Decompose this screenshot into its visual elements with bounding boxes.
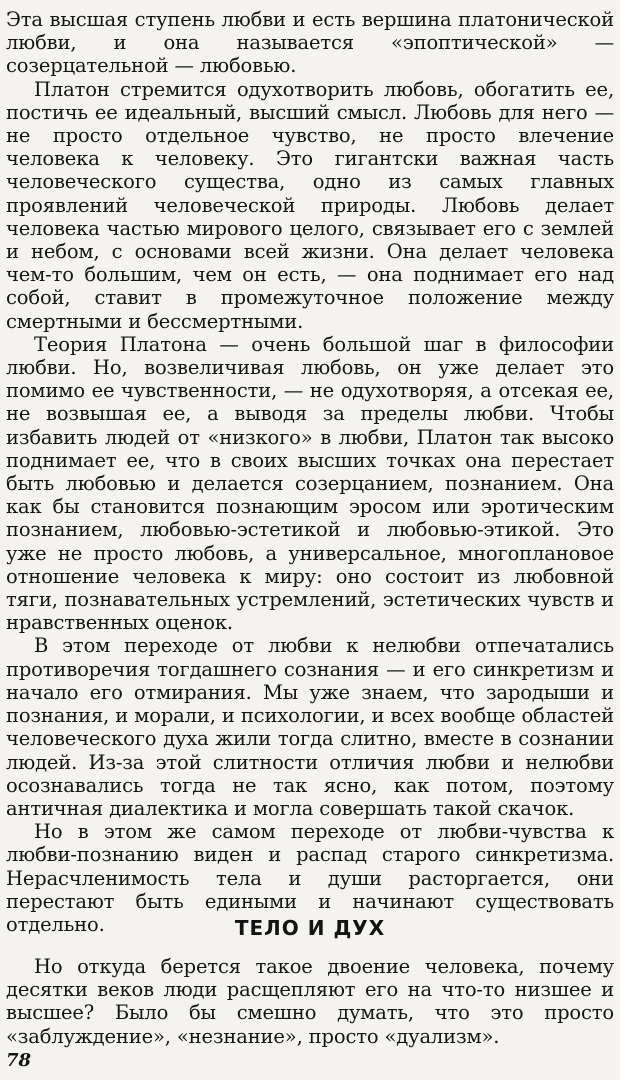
paragraph: Платон стремится одухотворить любовь, обогатить ее, постичь ее идеальный, высший смысл. Любовь для него — не просто отдельное чувство, не просто влечение человека к человеку. Это гигантски важная часть человеческого существа, одно из самых главных проявлений человеческой природы. Любовь делает человека частью мирового целого, связывает его с землей и небом, с основами всей жизни. Она делает человека чем-то большим, чем он есть, — она поднимает его над собой, ставит в промежуточное положение между смертными и бессмертными. [6,77,614,333]
paragraph: Эта высшая ступень любви и есть вершина платонической любви, и она называется «эпоптической» — созерцательной — любовью. [6,8,614,78]
section-text [6,955,614,1048]
paragraph: Но откуда берется такое двоение человека, почему десятки веков люди расщепляют его на что-то низшее и высшее? Было бы смешно думать, что это просто «заблуждение», «незнание», просто «дуализм». [6,955,614,1048]
paragraph: Но в этом же самом переходе от любви-чувства к любви-познанию виден и распад старого синкретизма. Нерасчленимость тела и души расторгается, они перестают быть едиными и начинают существовать отдельно. [6,820,614,936]
section-heading: ТЕЛО И ДУХ [234,916,386,940]
paragraph: В этом переходе от любви к нелюбви отпечатались противоречия тогдашнего сознания — и его синкретизм и начало его отмирания. Мы уже знаем, что зародыши и познания, и морали, и психологии, и всех вообще областей человеческого духа жили тогда слитно, вместе в сознании людей. Из-за этой слитности отличия любви и нелюбви осознавались тогда не так ясно, как потом, поэтому античная диалектика и могла совершать такой скачок. [6,634,614,820]
page-number: 78 [6,1050,32,1071]
main-text [6,8,614,936]
paragraph: Теория Платона — очень большой шаг в философии любви. Но, возвеличивая любовь, он уже делает это помимо ее чувственности, — не одухотворяя, а отсекая ее, не возвышая ее, а выводя за пределы любви. Чтобы избавить людей от «низкого» в любви, Платон так высоко поднимает ее, что в своих высших точках она перестает быть любовью и делается созерцанием, познанием. Она как бы становится познающим эросом или эротическим познанием, любовью-эстетикой и любовью-этикой. Это уже не просто любовь, а универсальное, многоплановое отношение человека к миру: оно состоит из любовной тяги, познавательных устремлений, эстетических чувств и нравственных оценок. [6,332,614,635]
